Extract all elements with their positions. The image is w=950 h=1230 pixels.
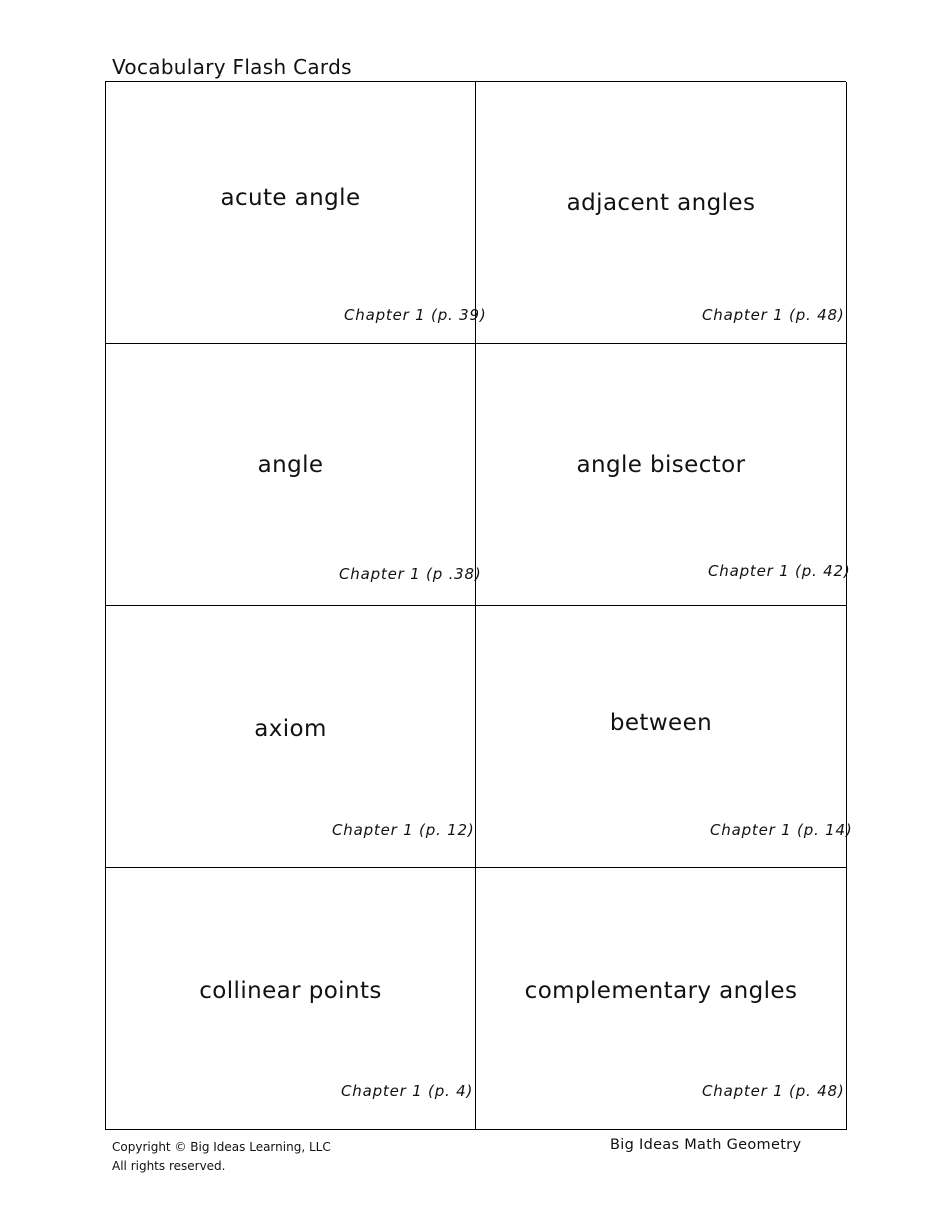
card-reference: Chapter 1 (p. 4)	[341, 1082, 474, 1100]
card-term: acute angle	[220, 185, 361, 211]
card-term: adjacent angles	[566, 190, 756, 216]
flash-card-collinear-points	[106, 868, 476, 1130]
flash-card-adjacent-angles	[476, 82, 847, 344]
card-reference: Chapter 1 (p .38)	[339, 565, 482, 583]
card-reference: Chapter 1 (p. 14)	[710, 821, 853, 839]
card-reference: Chapter 1 (p. 39)	[344, 306, 487, 324]
copyright-line: Copyright © Big Ideas Learning, LLC	[112, 1140, 331, 1154]
brand-label: Big Ideas Math Geometry	[610, 1137, 802, 1153]
flash-card-angle-bisector	[476, 344, 851, 606]
card-term: axiom	[254, 716, 327, 742]
card-term: angle	[257, 452, 324, 478]
card-reference: Chapter 1 (p. 48)	[702, 306, 845, 324]
flash-card-grid	[105, 81, 853, 1130]
flash-card-angle	[106, 344, 482, 606]
card-term: collinear points	[199, 978, 382, 1004]
copyright-notice	[112, 1138, 331, 1176]
card-term: complementary angles	[524, 978, 798, 1004]
card-reference: Chapter 1 (p. 12)	[332, 821, 475, 839]
card-reference: Chapter 1 (p. 48)	[702, 1082, 845, 1100]
flash-card-acute-angle	[106, 82, 487, 344]
card-term: between	[609, 710, 713, 736]
flash-card-between	[476, 606, 853, 868]
page-title: Vocabulary Flash Cards	[112, 55, 352, 79]
flash-card-axiom	[106, 606, 476, 868]
flash-card-complementary-angles	[476, 868, 847, 1130]
card-reference: Chapter 1 (p. 42)	[708, 562, 851, 580]
card-term: angle bisector	[576, 452, 746, 478]
rights-line: All rights reserved.	[112, 1159, 226, 1173]
